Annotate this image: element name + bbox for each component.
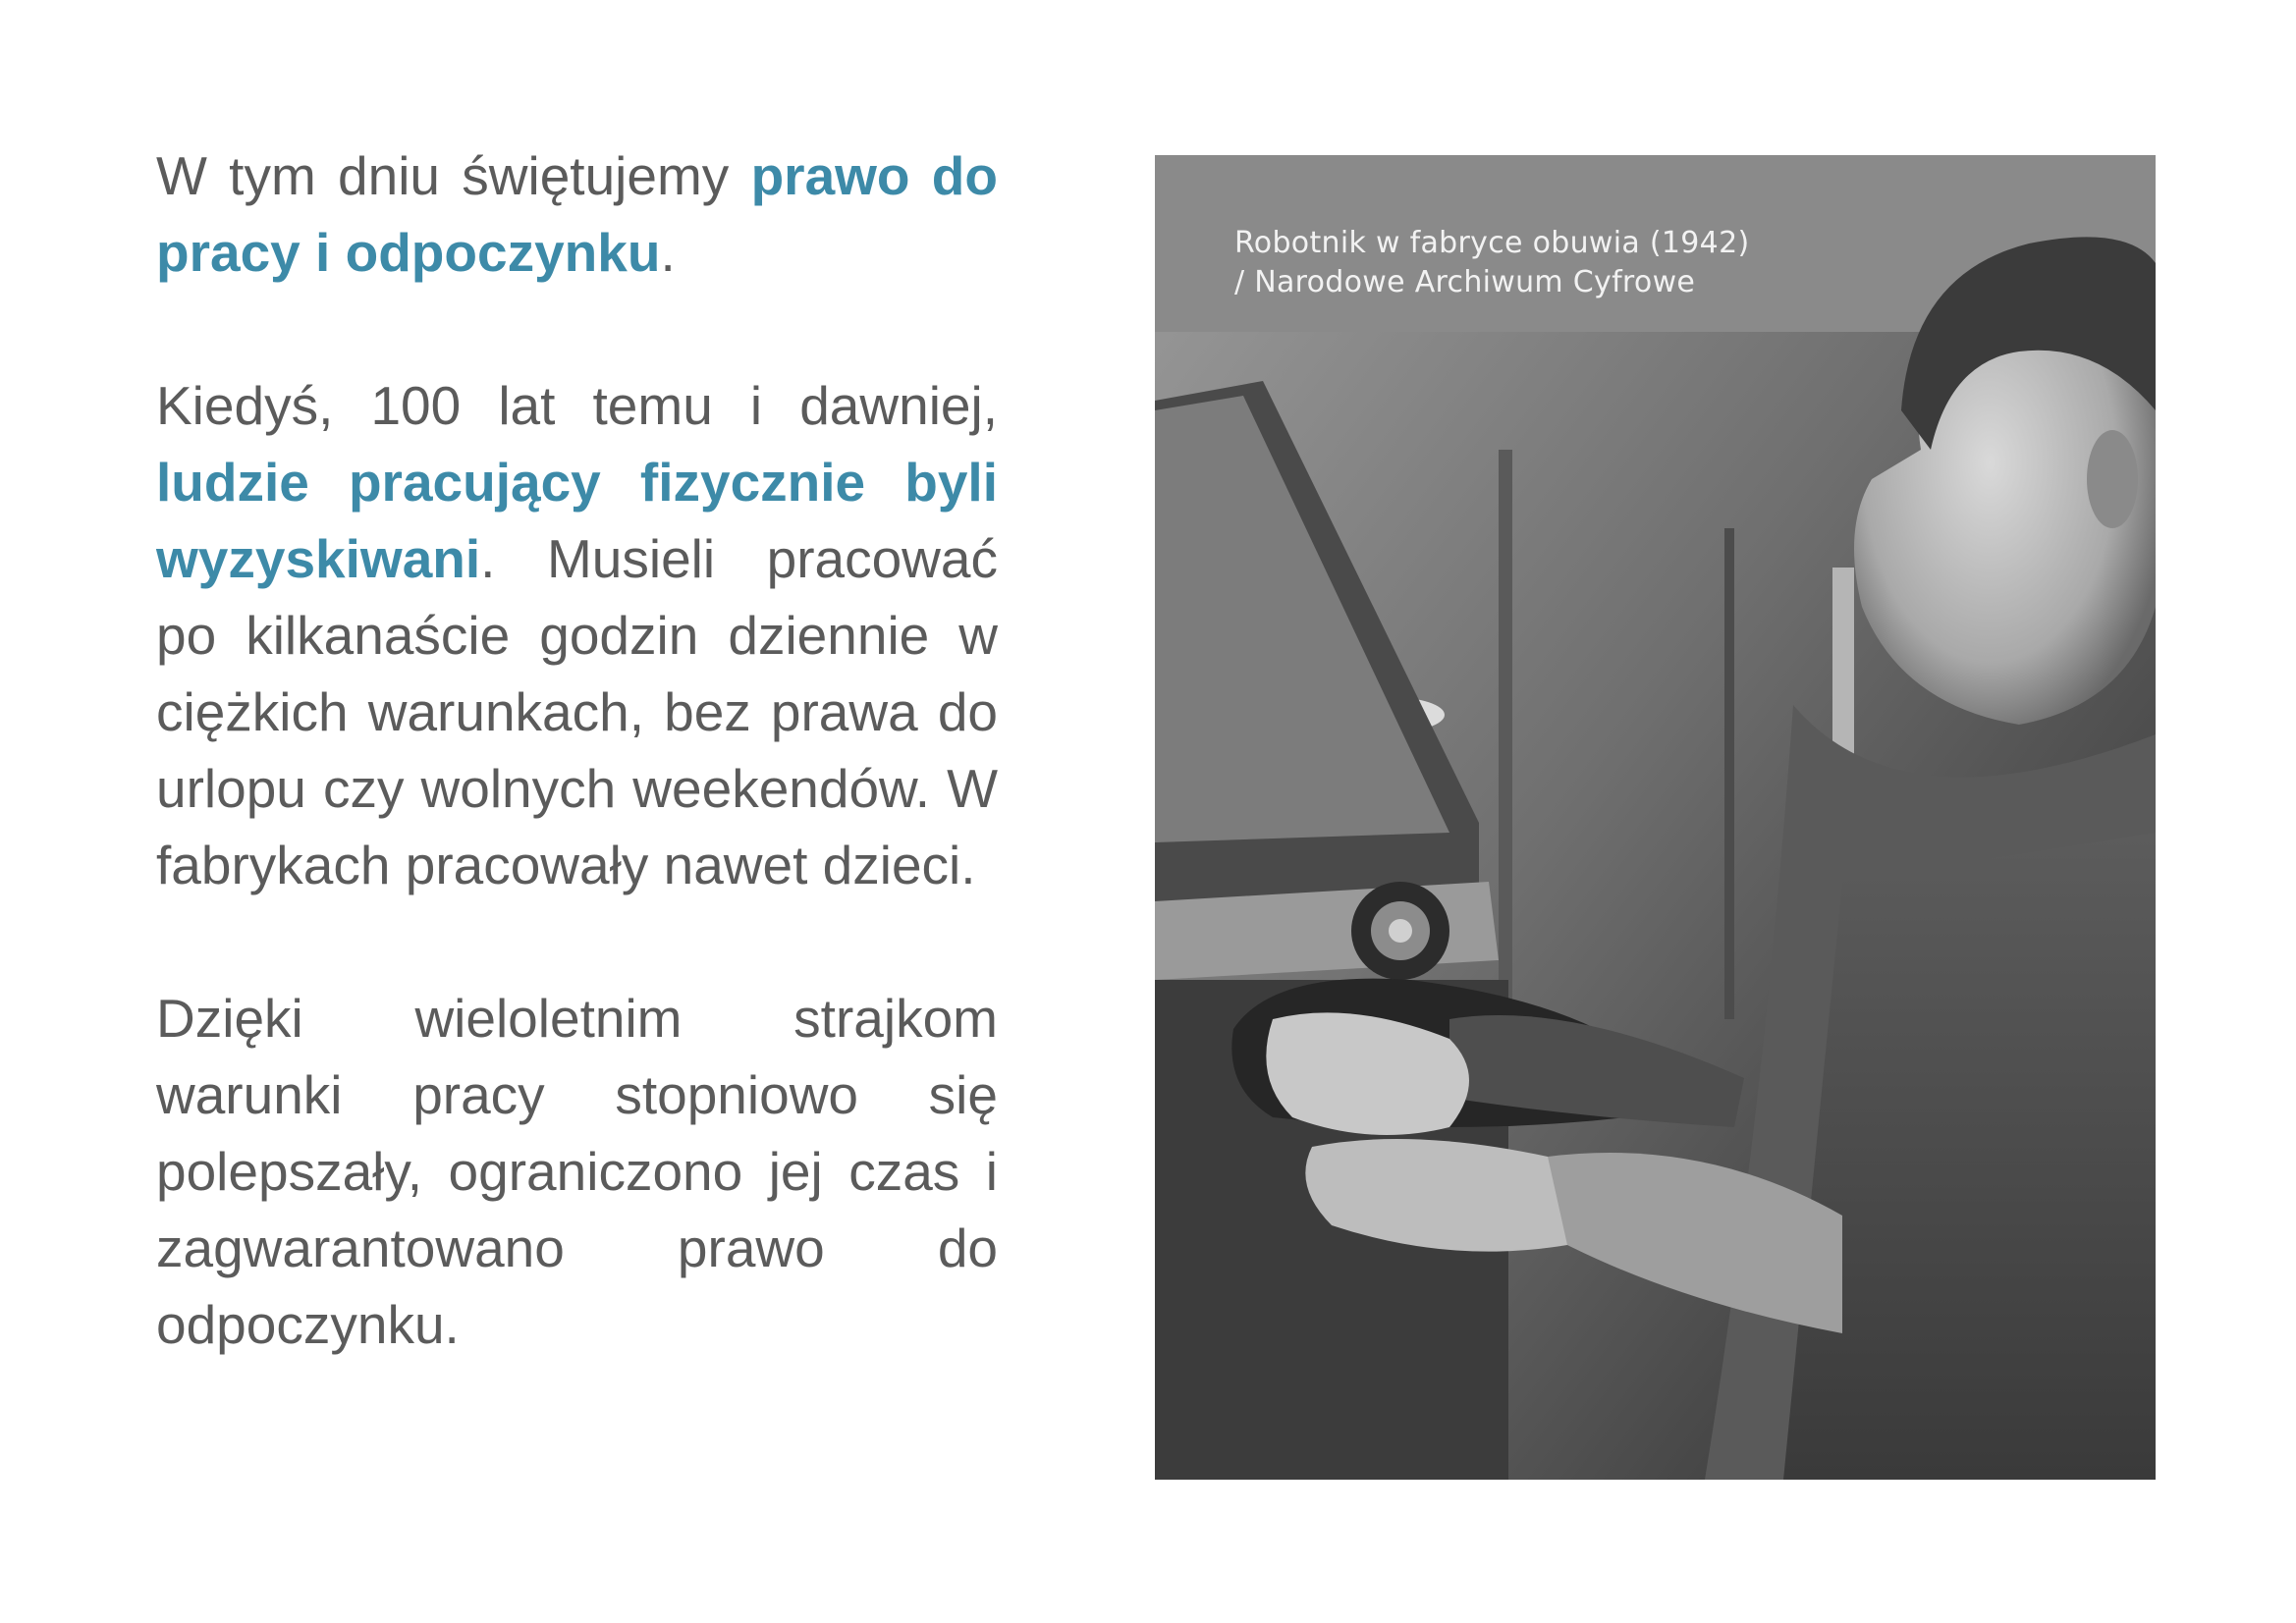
p3-text: Dzięki wieloletnim strajkom warunki pracy stopniowo się polepszały, ograniczono jej czas i zagwarantowano prawo do odpoczynku.: [156, 988, 998, 1355]
caption-line-1: Robotnik w fabryce obuwia (1942): [1234, 226, 1750, 260]
p1-text: W tym dniu świętujemy: [156, 145, 751, 206]
paragraph-3: [156, 980, 998, 1363]
p2-highlight: ludzie pracujący fizycznie byli wyzyskiwani: [156, 452, 998, 589]
factory-worker-photo: [1155, 155, 2156, 1480]
p2-end: . Musieli pracować po kilkanaście godzin dziennie w ciężkich warunkach, bez prawa do urlopu czy wolnych weekendów. W fabrykach pracowały nawet dzieci.: [156, 528, 998, 895]
main-text: [156, 137, 998, 1363]
paragraph-2: [156, 367, 998, 903]
p2-text: Kiedyś, 100 lat temu i dawniej,: [156, 375, 998, 436]
photo-illustration: [1155, 155, 2156, 1480]
paragraph-1: [156, 137, 998, 291]
p1-highlight: prawo do pracy i odpoczynku: [156, 145, 998, 283]
photo-caption: [1234, 224, 1749, 302]
caption-line-2: / Narodowe Archiwum Cyfrowe: [1234, 265, 1696, 299]
p1-end: .: [660, 222, 676, 283]
